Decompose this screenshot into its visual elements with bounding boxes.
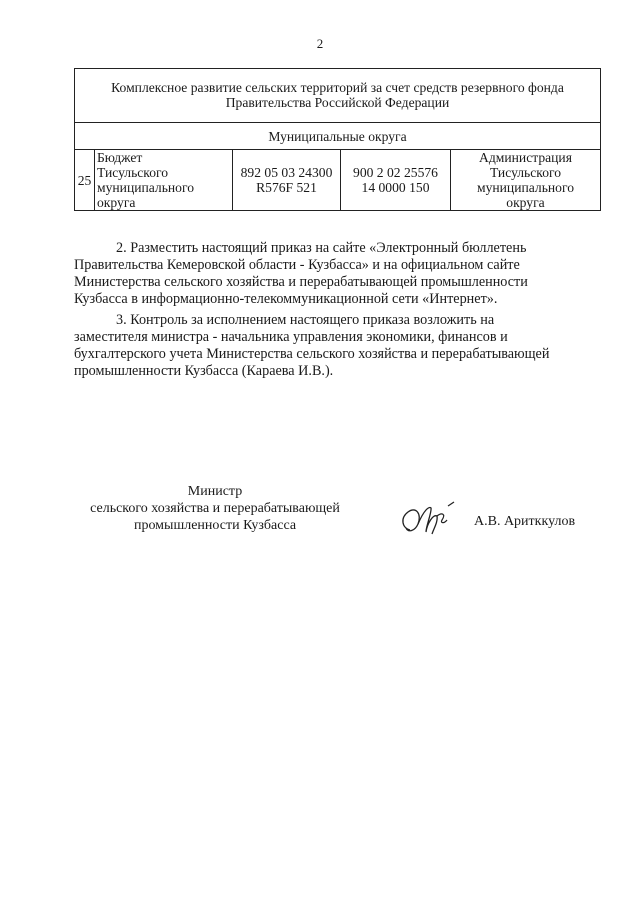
signatory-title-line: сельского хозяйства и перерабатывающей	[90, 501, 340, 516]
paragraph-3	[74, 312, 600, 380]
paragraph-line: Министерства сельского хозяйства и перерабатывающей промышленности	[74, 274, 528, 290]
budget-name-line: муниципального	[97, 180, 195, 195]
administrator-line: Администрация	[479, 150, 572, 165]
budget-name-line: Тисульского	[97, 165, 169, 180]
expense-code-line: R576F 521	[256, 180, 317, 195]
paragraph-2	[74, 240, 600, 308]
signer-name: А.В. Аритккулов	[474, 514, 576, 529]
row-number: 25	[75, 150, 95, 211]
district-header: Муниципальные округа	[75, 123, 601, 150]
revenue-code-cell	[341, 150, 451, 211]
table-title	[75, 69, 601, 123]
table-row	[75, 150, 601, 211]
expense-code-line: 892 05 03 24300	[240, 165, 333, 180]
budget-name-line: округа	[97, 195, 136, 210]
budget-table	[74, 68, 601, 211]
signatory-title-line: Министр	[187, 484, 243, 499]
signatory-title	[70, 483, 360, 534]
administrator-line: Тисульского	[489, 165, 562, 180]
handwritten-signature	[396, 500, 468, 540]
administrator-cell	[451, 150, 601, 211]
budget-name-line: Бюджет	[97, 150, 143, 165]
table-title-row	[75, 69, 601, 123]
revenue-code-line: 14 0000 150	[361, 180, 430, 195]
expense-code-cell	[233, 150, 341, 211]
paragraph-line: Правительства Кемеровской области - Кузбасса» и на официальном сайте	[74, 257, 520, 273]
revenue-code-line: 900 2 02 25576	[353, 165, 438, 180]
signatory-title-line: промышленности Кузбасса	[133, 518, 297, 533]
administrator-line: округа	[506, 195, 545, 210]
district-header-row	[75, 123, 601, 150]
table-title-line: Комплексное развитие сельских территорий за счет средств резервного фонда	[111, 80, 564, 95]
paragraph-line: бухгалтерского учета Министерства сельского хозяйства и перерабатывающей	[74, 346, 550, 362]
table-title-line: Правительства Российской Федерации	[225, 95, 450, 110]
paragraph-line: 2. Разместить настоящий приказ на сайте «Электронный бюллетень	[116, 240, 527, 256]
paragraph-line: промышленности Кузбасса (Караева И.В.).	[74, 363, 334, 379]
paragraph-line: Кузбасса в информационно-телекоммуникационной сети «Интернет».	[74, 291, 498, 307]
page-number: 2	[316, 36, 324, 51]
administrator-line: муниципального	[476, 180, 574, 195]
budget-name-cell	[95, 150, 233, 211]
paragraph-line: 3. Контроль за исполнением настоящего приказа возложить на	[116, 312, 495, 328]
paragraph-line: заместителя министра - начальника управления экономики, финансов и	[74, 329, 508, 345]
